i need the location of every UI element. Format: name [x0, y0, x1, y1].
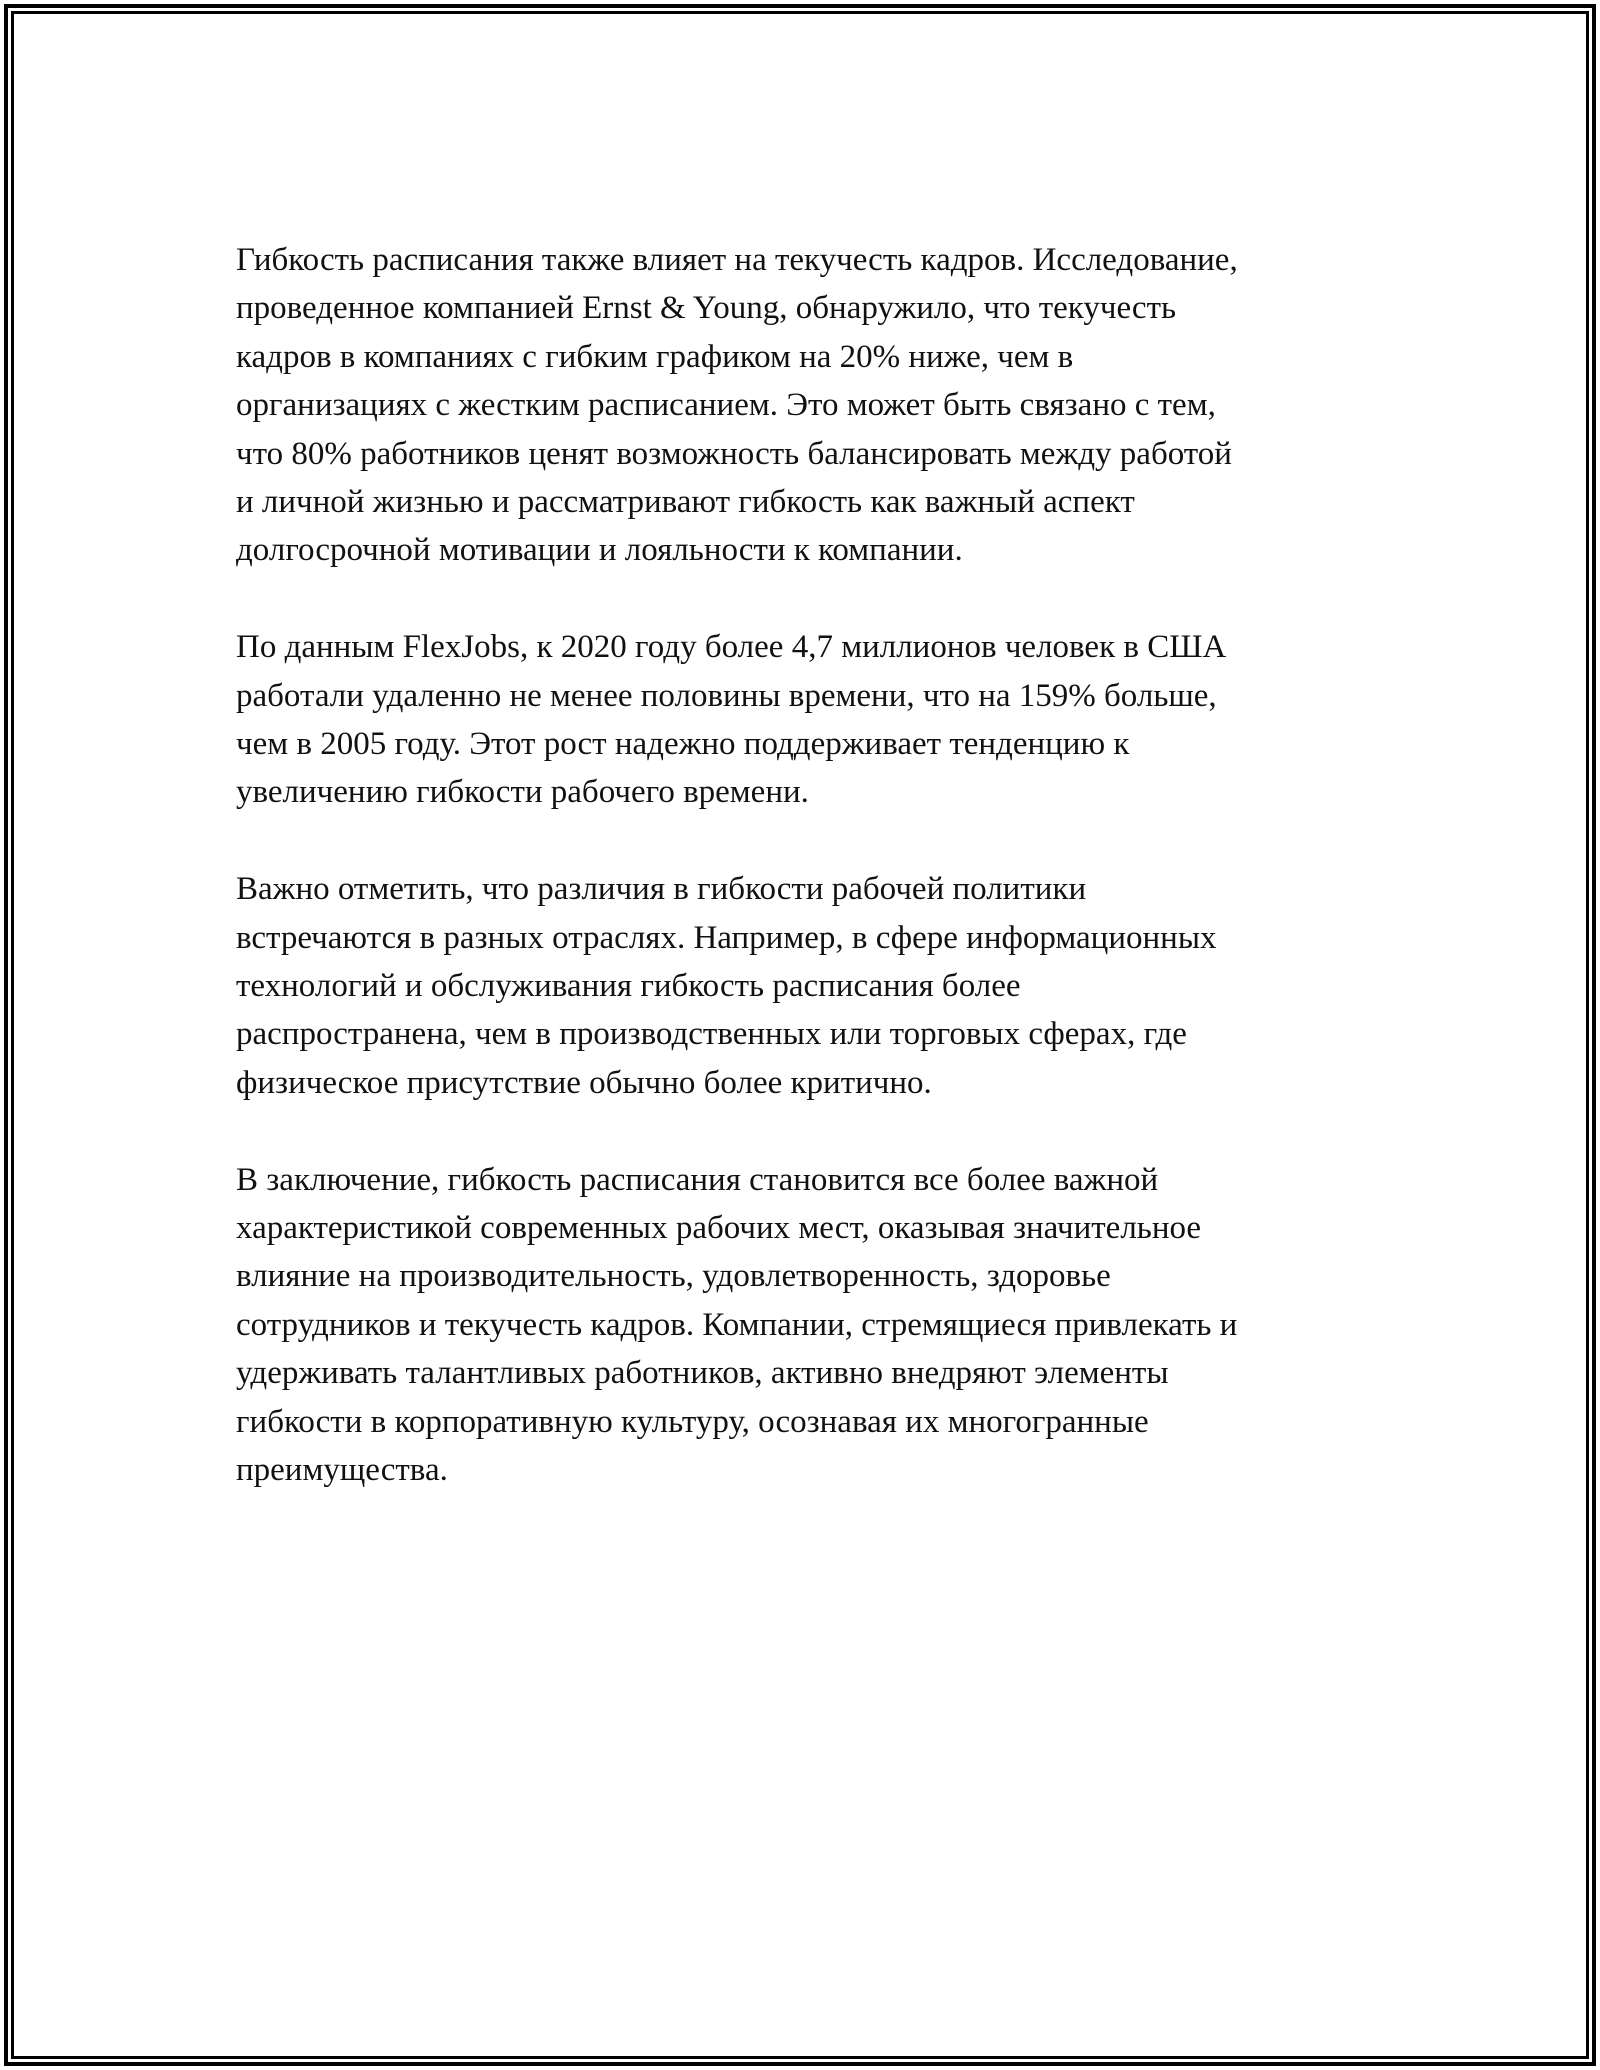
paragraph-staff-turnover: Гибкость расписания также влияет на текучесть кадров. Исследование, проведенное компанией Ernst & Young, обнаружило, что текучесть кадров в компаниях с гибким графиком на 20% ниже, чем в организациях с жестким расписанием. Это может быть связано с тем, что 80% работников ценят возможность балансировать между работой и личной жизнью и рассматривают гибкость как важный аспект долгосрочной мотивации и лояльности к компании. [236, 242, 1238, 569]
paragraph-conclusion: В заключение, гибкость расписания становится все более важной характеристикой современных рабочих мест, оказывая значительное влияние на производительность, удовлетворенность, здоровье сотрудников и текучесть кадров. Компании, стремящиеся привлекать и удерживать талантливых работников, активно внедряют элементы гибкости в корпоративную культуру, осознавая их многогранные преимущества. [236, 1161, 1238, 1489]
document-body [236, 236, 1386, 1495]
paragraph-flexjobs-remote-work: По данным FlexJobs, к 2020 году более 4,7 миллионов человек в США работали удаленно не менее половины времени, что на 159% больше, чем в 2005 году. Этот рост надежно поддерживает тенденцию к увеличению гибкости рабочего времени. [236, 629, 1227, 811]
paragraph-industry-differences: Важно отметить, что различия в гибкости рабочей политики встречаются в разных отраслях. Например, в сфере информационных технологий и обслуживания гибкость расписания более распространена, чем в производственных или торговых сферах, где физическое присутствие обычно более критично. [236, 871, 1217, 1101]
